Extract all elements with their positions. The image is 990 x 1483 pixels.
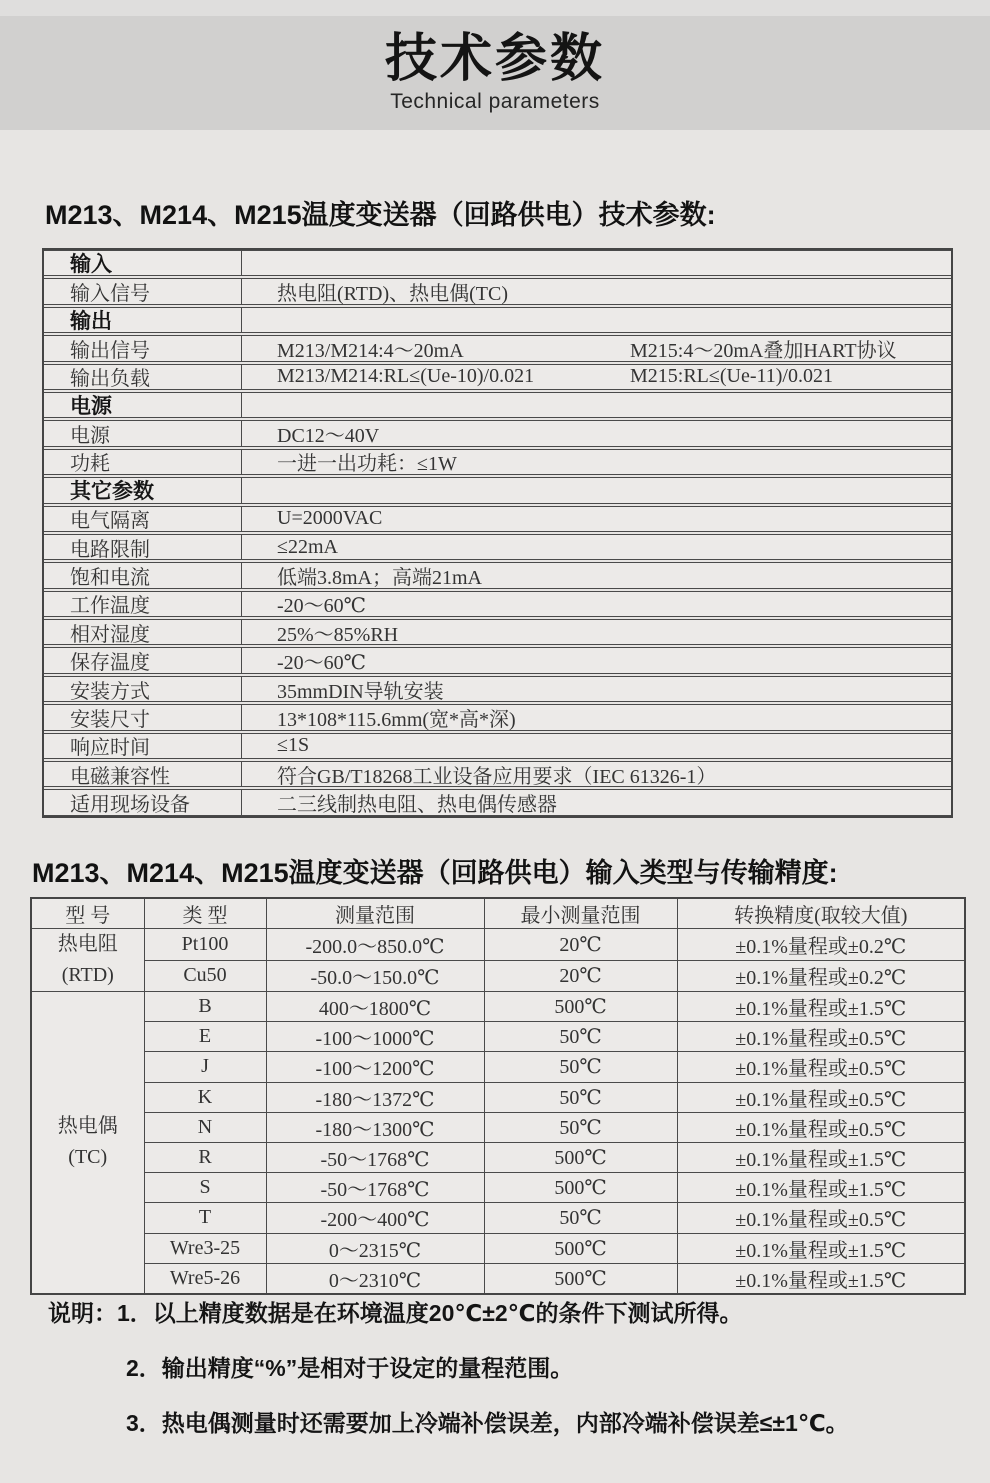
spec-row-label: 电源	[44, 421, 242, 445]
spec-row-value	[242, 790, 951, 817]
accuracy-cell: ±0.1%量程或±0.2℃	[677, 929, 965, 961]
spec-row-value-primary: DC12～40V	[277, 425, 380, 448]
range-cell: -200～400℃	[266, 1203, 484, 1233]
page-title: 技术参数	[384, 30, 605, 88]
spec-row-value-primary: M213/M214:4～20mA	[277, 339, 464, 362]
spec-row-value	[242, 563, 951, 587]
spec-section-row	[44, 250, 951, 276]
spec-row-value-primary: 一进一出功耗：≤1W	[277, 453, 457, 476]
accuracy-cell: ±0.1%量程或±0.5℃	[677, 1203, 965, 1233]
min-range-cell: 50℃	[484, 1022, 677, 1052]
note-line	[126, 1409, 849, 1437]
spec-row-value-primary: ≤22mA	[277, 535, 338, 558]
spec-row-label: 保存温度	[44, 648, 242, 672]
spec-row	[44, 420, 951, 446]
spec-row-value	[242, 308, 951, 332]
note-text: 3．热电偶测量时还需要加上冷端补偿误差，内部冷端补偿误差≤±1℃。	[126, 1410, 849, 1436]
spec-row	[44, 619, 951, 645]
spec-row-value	[242, 393, 951, 417]
spec-row	[44, 278, 951, 304]
model-group-cell: 热电偶 (TC)	[31, 992, 144, 1294]
accuracy-row	[31, 1022, 965, 1052]
min-range-cell: 50℃	[484, 1082, 677, 1112]
type-cell: T	[144, 1203, 266, 1233]
accuracy-row	[31, 1082, 965, 1112]
range-cell: 400～1800℃	[266, 992, 484, 1022]
spec-row-value-secondary: M215:4～20mA叠加HART协议	[630, 339, 897, 362]
spec-row-value	[242, 421, 951, 448]
accuracy-table-body	[31, 929, 965, 1294]
type-cell: Wre5-26	[144, 1263, 266, 1294]
spec-row-label: 其它参数	[44, 478, 242, 502]
accuracy-header-cell: 测量范围	[266, 898, 484, 929]
spec-row	[44, 562, 951, 588]
accuracy-row	[31, 1233, 965, 1263]
note-text: 2．输出精度“%”是相对于设定的量程范围。	[126, 1355, 574, 1381]
spec-row-value	[242, 734, 951, 758]
accuracy-header-cell: 类 型	[144, 898, 266, 929]
accuracy-row	[31, 992, 965, 1022]
section1-heading: M213、M214、M215温度变送器（回路供电）技术参数:	[45, 200, 716, 230]
page-subtitle: Technical parameters	[390, 90, 600, 114]
spec-row	[44, 364, 951, 390]
spec-row-label: 输出信号	[44, 336, 242, 360]
min-range-cell: 50℃	[484, 1052, 677, 1082]
note-line	[48, 1299, 849, 1327]
range-cell: 0～2315℃	[266, 1233, 484, 1263]
spec-row-value	[242, 677, 951, 701]
spec-row-label: 电磁兼容性	[44, 762, 242, 786]
accuracy-cell: ±0.1%量程或±1.5℃	[677, 1233, 965, 1263]
spec-row-value-primary: ≤1S	[277, 734, 310, 757]
spec-section-row	[44, 307, 951, 333]
accuracy-cell: ±0.1%量程或±1.5℃	[677, 992, 965, 1022]
spec-row	[44, 449, 951, 475]
min-range-cell: 20℃	[484, 960, 677, 992]
accuracy-cell: ±0.1%量程或±1.5℃	[677, 1173, 965, 1203]
accuracy-row	[31, 1263, 965, 1294]
accuracy-cell: ±0.1%量程或±1.5℃	[677, 1263, 965, 1294]
accuracy-cell: ±0.1%量程或±1.5℃	[677, 1142, 965, 1172]
spec-row-value-primary: 热电阻(RTD)、热电偶(TC)	[277, 283, 508, 306]
spec-row	[44, 676, 951, 702]
spec-row-value	[242, 535, 951, 559]
accuracy-header-cell: 转换精度(取较大值)	[677, 898, 965, 929]
spec-row-label: 适用现场设备	[44, 790, 242, 814]
note-line	[126, 1354, 849, 1382]
spec-row-label: 工作温度	[44, 592, 242, 616]
accuracy-row	[31, 929, 965, 961]
spec-row-label: 饱和电流	[44, 563, 242, 587]
accuracy-row	[31, 1112, 965, 1142]
min-range-cell: 500℃	[484, 992, 677, 1022]
spec-section-row	[44, 477, 951, 503]
spec-row-label: 电路限制	[44, 535, 242, 559]
section2-heading: M213、M214、M215温度变送器（回路供电）输入类型与传输精度:	[32, 858, 838, 888]
spec-row-label: 输入信号	[44, 279, 242, 303]
min-range-cell: 20℃	[484, 929, 677, 961]
accuracy-table-head	[31, 898, 965, 929]
model-group-cell: 热电阻 (RTD)	[31, 929, 144, 992]
spec-row-value	[242, 251, 951, 275]
spec-row	[44, 534, 951, 560]
range-cell: 0～2310℃	[266, 1263, 484, 1294]
range-cell: -180～1372℃	[266, 1082, 484, 1112]
spec-row-label: 输出负载	[44, 365, 242, 389]
spec-section-row	[44, 392, 951, 418]
spec-row-value-primary: 25%～85%RH	[277, 623, 399, 646]
spec-row-label: 输入	[44, 251, 242, 275]
accuracy-row	[31, 1142, 965, 1172]
accuracy-cell: ±0.1%量程或±0.5℃	[677, 1052, 965, 1082]
accuracy-cell: ±0.1%量程或±0.2℃	[677, 960, 965, 992]
note-text: 1．以上精度数据是在环境温度20℃±2℃的条件下测试所得。	[117, 1300, 743, 1326]
spec-row-value-primary: 低端3.8mA；高端21mA	[277, 567, 482, 589]
spec-row-label: 响应时间	[44, 734, 242, 758]
spec-row-value-primary: 符合GB/T18268工业设备应用要求（IEC 61326-1）	[277, 765, 717, 788]
spec-row	[44, 733, 951, 759]
spec-row-value-primary: 13*108*115.6mm(宽*高*深)	[277, 708, 516, 731]
spec-row-label: 安装尺寸	[44, 705, 242, 729]
accuracy-header-cell: 最小测量范围	[484, 898, 677, 929]
type-cell: E	[144, 1022, 266, 1052]
type-cell: Wre3-25	[144, 1233, 266, 1263]
accuracy-cell: ±0.1%量程或±0.5℃	[677, 1022, 965, 1052]
spec-row	[44, 591, 951, 617]
accuracy-cell: ±0.1%量程或±0.5℃	[677, 1082, 965, 1112]
spec-row-value	[242, 336, 951, 360]
type-cell: Cu50	[144, 960, 266, 992]
type-cell: K	[144, 1082, 266, 1112]
spec-table	[42, 248, 953, 818]
spec-row-value-primary: U=2000VAC	[277, 507, 383, 530]
spec-row-label: 相对湿度	[44, 620, 242, 644]
spec-row-value	[242, 762, 951, 786]
spec-row-label: 输出	[44, 308, 242, 332]
accuracy-cell: ±0.1%量程或±0.5℃	[677, 1112, 965, 1142]
spec-row-value-primary: 二三线制热电阻、热电偶传感器	[277, 794, 557, 817]
type-cell: S	[144, 1173, 266, 1203]
range-cell: -100～1200℃	[266, 1052, 484, 1082]
spec-row-value	[242, 365, 951, 389]
spec-row-value	[242, 507, 951, 531]
spec-row-value	[242, 450, 951, 474]
spec-row	[44, 761, 951, 787]
title-band	[0, 16, 990, 130]
spec-row-value-primary: -20～60℃	[277, 595, 367, 618]
spec-row-value	[242, 592, 951, 616]
range-cell: -50～1768℃	[266, 1173, 484, 1203]
spec-row	[44, 647, 951, 673]
spec-row-value	[242, 620, 951, 644]
accuracy-header-cell: 型 号	[31, 898, 144, 929]
accuracy-table	[30, 897, 966, 1295]
type-cell: Pt100	[144, 929, 266, 961]
min-range-cell: 500℃	[484, 1263, 677, 1294]
spec-row-value-secondary: M215:RL≤(Ue-11)/0.021	[630, 365, 833, 388]
range-cell: -100～1000℃	[266, 1022, 484, 1052]
min-range-cell: 500℃	[484, 1173, 677, 1203]
notes-prefix: 说明：	[48, 1300, 117, 1326]
range-cell: -50.0～150.0℃	[266, 960, 484, 992]
type-cell: R	[144, 1142, 266, 1172]
top-strip	[0, 0, 990, 16]
spec-row-label: 安装方式	[44, 677, 242, 701]
notes	[48, 1299, 849, 1464]
range-cell: -180～1300℃	[266, 1112, 484, 1142]
accuracy-row	[31, 1203, 965, 1233]
spec-row-value	[242, 478, 951, 502]
accuracy-row	[31, 1052, 965, 1082]
spec-row	[44, 335, 951, 361]
min-range-cell: 50℃	[484, 1112, 677, 1142]
min-range-cell: 500℃	[484, 1233, 677, 1263]
accuracy-row	[31, 960, 965, 992]
min-range-cell: 50℃	[484, 1203, 677, 1233]
spec-row	[44, 704, 951, 730]
type-cell: J	[144, 1052, 266, 1082]
accuracy-header-row	[31, 898, 965, 929]
spec-row-value	[242, 279, 951, 306]
spec-row	[44, 789, 951, 815]
spec-row-value-primary: M213/M214:RL≤(Ue-10)/0.021	[277, 365, 535, 388]
accuracy-row	[31, 1173, 965, 1203]
type-cell: B	[144, 992, 266, 1022]
spec-row-label: 功耗	[44, 450, 242, 474]
min-range-cell: 500℃	[484, 1142, 677, 1172]
spec-row-label: 电气隔离	[44, 507, 242, 531]
spec-row-value	[242, 705, 951, 729]
spec-row-label: 电源	[44, 393, 242, 417]
spec-row-value	[242, 648, 951, 675]
spec-row-value-primary: 35mmDIN导轨安装	[277, 680, 444, 703]
spec-row-value-primary: -20～60℃	[277, 652, 367, 675]
spec-row	[44, 506, 951, 532]
range-cell: -200.0～850.0℃	[266, 929, 484, 961]
range-cell: -50～1768℃	[266, 1142, 484, 1172]
type-cell: N	[144, 1112, 266, 1142]
